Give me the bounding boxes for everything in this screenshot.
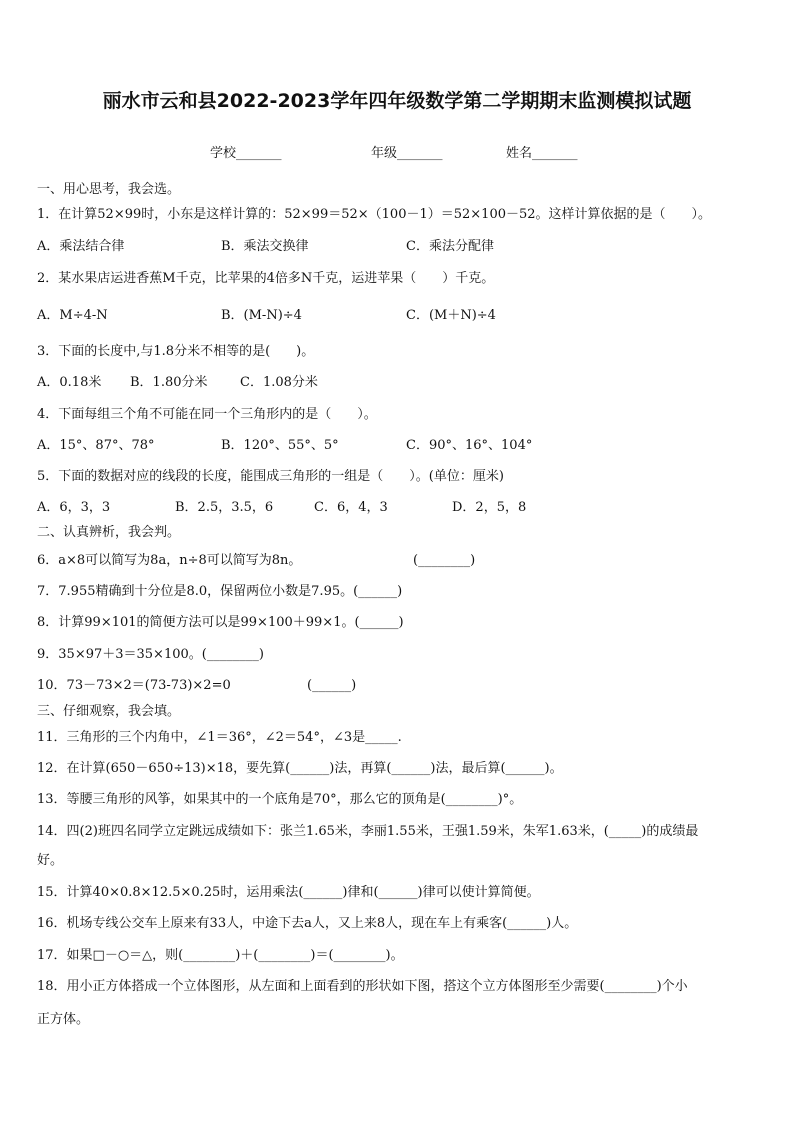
q2-option-b: B．(M-N)÷4 — [221, 308, 302, 323]
section-heading-3: 三、仔细观察，我会填。 — [37, 704, 181, 719]
grade-field: 年级_______ — [371, 146, 443, 161]
section-heading-1: 一、用心思考，我会选。 — [37, 182, 181, 197]
question-17: 17．如果□－○＝△，则(________)＋(________)＝(________)。 — [37, 948, 404, 963]
q5-option-a: A．6，3，3 — [37, 500, 111, 515]
question-12: 12．在计算(650－650÷13)×18，要先算(______)法，再算(______)法，最后算(______)。 — [37, 761, 563, 776]
q5-option-b: B．2.5，3.5，6 — [175, 500, 274, 515]
page-title: 丽水市云和县2022-2023学年四年级数学第二学期期末监测模拟试题 — [102, 90, 692, 112]
q5-option-d: D．2，5，8 — [452, 500, 527, 515]
question-2: 2．某水果店运进香蕉M千克，比苹果的4倍多N千克，运进苹果（ ）千克。 — [37, 271, 495, 286]
q2-option-a: A．M÷4-N — [37, 308, 108, 323]
question-6: 6．a×8可以简写为8a，n÷8可以简写为8n。 — [37, 553, 302, 568]
question-16: 16．机场专线公交车上原来有33人，中途下去a人，又上来8人，现在车上有乘客(______)人。 — [37, 916, 578, 931]
question-10: 10．73－73×2＝(73-73)×2=0 — [37, 678, 231, 693]
question-13: 13．等腰三角形的风筝，如果其中的一个底角是70°，那么它的顶角是(________)°。 — [37, 792, 523, 807]
q1-option-a: A．乘法结合律 — [37, 239, 125, 254]
question-1: 1．在计算52×99时，小东是这样计算的：52×99＝52×（100－1）＝52×100－52。这样计算依据的是（ ）。 — [37, 207, 712, 222]
question-14-continued: 好。 — [37, 853, 64, 868]
question-18: 18．用小正方体搭成一个立体图形，从左面和上面看到的形状如下图，搭这个立方体图形至少需要(________)个小 — [37, 979, 688, 994]
question-9: 9．35×97＋3＝35×100。(________) — [37, 647, 264, 662]
q2-option-c: C．(M＋N)÷4 — [406, 308, 496, 323]
question-15: 15．计算40×0.8×12.5×0.25时，运用乘法(______)律和(______)律可以使计算简便。 — [37, 885, 540, 900]
q6-answer-blank: (________) — [413, 553, 476, 568]
q3-option-b: B．1.80分米 — [130, 375, 208, 390]
question-18-continued: 正方体。 — [37, 1012, 90, 1027]
name-field: 姓名_______ — [506, 146, 578, 161]
question-11: 11．三角形的三个内角中，∠1＝36°，∠2＝54°，∠3是_____. — [37, 730, 402, 745]
q4-option-a: A．15°、87°、78° — [37, 438, 155, 453]
question-4: 4．下面每组三个角不可能在同一个三角形内的是（ ）。 — [37, 407, 377, 422]
q4-option-b: B．120°、55°、5° — [221, 438, 339, 453]
q5-option-c: C．6，4，3 — [314, 500, 388, 515]
q1-option-b: B．乘法交换律 — [221, 239, 309, 254]
question-3: 3．下面的长度中,与1.8分米不相等的是( )。 — [37, 344, 315, 359]
question-5: 5．下面的数据对应的线段的长度，能围成三角形的一组是（ ）。(单位：厘米) — [37, 469, 504, 484]
question-14: 14．四(2)班四名同学立定跳远成绩如下：张兰1.65米，李丽1.55米，王强1.59米，朱军1.63米，(_____)的成绩最 — [37, 824, 699, 839]
q10-answer-blank: (______) — [307, 678, 357, 693]
section-heading-2: 二、认真辨析，我会判。 — [37, 525, 181, 540]
question-8: 8．计算99×101的简便方法可以是99×100＋99×1。(______) — [37, 615, 404, 630]
q4-option-c: C．90°、16°、104° — [406, 438, 533, 453]
q1-option-c: C．乘法分配律 — [406, 239, 494, 254]
q3-option-a: A．0.18米 — [37, 375, 102, 390]
school-field: 学校_______ — [210, 146, 282, 161]
question-7: 7．7.955精确到十分位是8.0，保留两位小数是7.95。(______) — [37, 584, 403, 599]
q3-option-c: C．1.08分米 — [240, 375, 318, 390]
